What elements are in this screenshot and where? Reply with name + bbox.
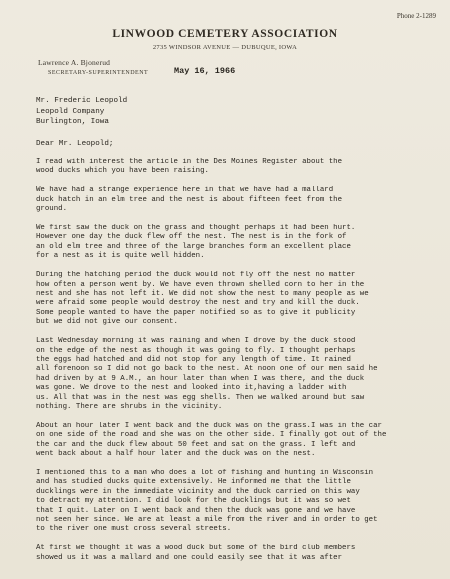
letterhead-phone: Phone 2-1289 <box>396 12 436 20</box>
paragraph-4: During the hatching period the duck would not fly off the nest no matter how often a person went by. We have even thrown shelled corn to her in the nest and she has not left it. We did not show the nest to many people as we were afraid some people would destroy the nest and try and kill the duck. Some people wanted to have the paper notified so as to give it publicity but we did not give our consent. <box>36 271 369 327</box>
paragraph-3: We first saw the duck on the grass and thought perhaps it had been hurt. However one day the duck flew off the nest. The nest is in the fork of an old elm tree and three of the large branches form an excellent place for a nest as it is quite well hidden. <box>36 224 356 261</box>
recipient-line-3: Burlington, Iowa <box>36 118 109 126</box>
letterhead-address: 2735 WINDSOR AVENUE — DUBUQUE, IOWA <box>152 44 298 51</box>
letterhead-signer <box>38 58 148 76</box>
letter-body <box>36 158 446 573</box>
recipient-line-2: Leopold Company <box>36 107 105 116</box>
salutation: Dear Mr. Leopold; <box>36 140 114 148</box>
signer-title: SECRETARY-SUPERINTENDENT <box>48 70 149 76</box>
paragraph-1: I read with interest the article in the Des Moines Register about the wood ducks which you have been raising. <box>36 158 343 176</box>
letterhead-organization: LINWOOD CEMETERY ASSOCIATION <box>112 28 338 40</box>
paragraph-2: We have had a strange experience here in that we have had a mallard duck hatch in an elm tree and the nest is about fifteen feet from the ground. <box>36 186 343 214</box>
signer-name: Lawrence A. Bjonerud <box>38 58 111 67</box>
paragraph-7: I mentioned this to a man who does a lot of fishing and hunting in Wisconsin and has studied ducks quite extensively. He informed me that the little ducklings were in the immediate vicinity and the duck carried on this way to detract my attention. I did look for the ducklings but it was so wet that I quit. Later on I went back and then the duck was gone and we have not seen her since. We are at least a mile from the river and in order to get to the river one must cross several streets. <box>36 468 378 534</box>
paragraph-5: Last Wednesday morning it was raining and when I drove by the duck stood on the edge of the nest as though it was going to fly. I thought perhaps the eggs had hatched and did not stop for any length of time. It rained all forenoon so I did not go back to the nest. At noon one of our men said he had driven by at 9 A.M., an hour later than when I was there, and the duck was gone. We drove to the nest and looked into it,having a ladder with us. All that was in the nest was egg shells. Then we walked around but saw nothing. There are shrubs in the vicinity. <box>36 337 378 411</box>
letter-date: May 16, 1966 <box>174 66 236 76</box>
paragraph-8: At first we thought it was a wood duck but some of the bird club members showed us it was a mallard and one could easily see that it was after <box>36 544 356 562</box>
recipient-line-1: Mr. Frederic Leopold <box>36 97 128 105</box>
paragraph-6: About an hour later I went back and the duck was on the grass.I was in the car on one side of the road and she was on the other side. I finally got out of the the car and the duck flew about 50 feet and sat on the grass. I left and went back about a half hour later and the duck was on the nest. <box>36 421 387 459</box>
recipient-address <box>36 96 127 128</box>
